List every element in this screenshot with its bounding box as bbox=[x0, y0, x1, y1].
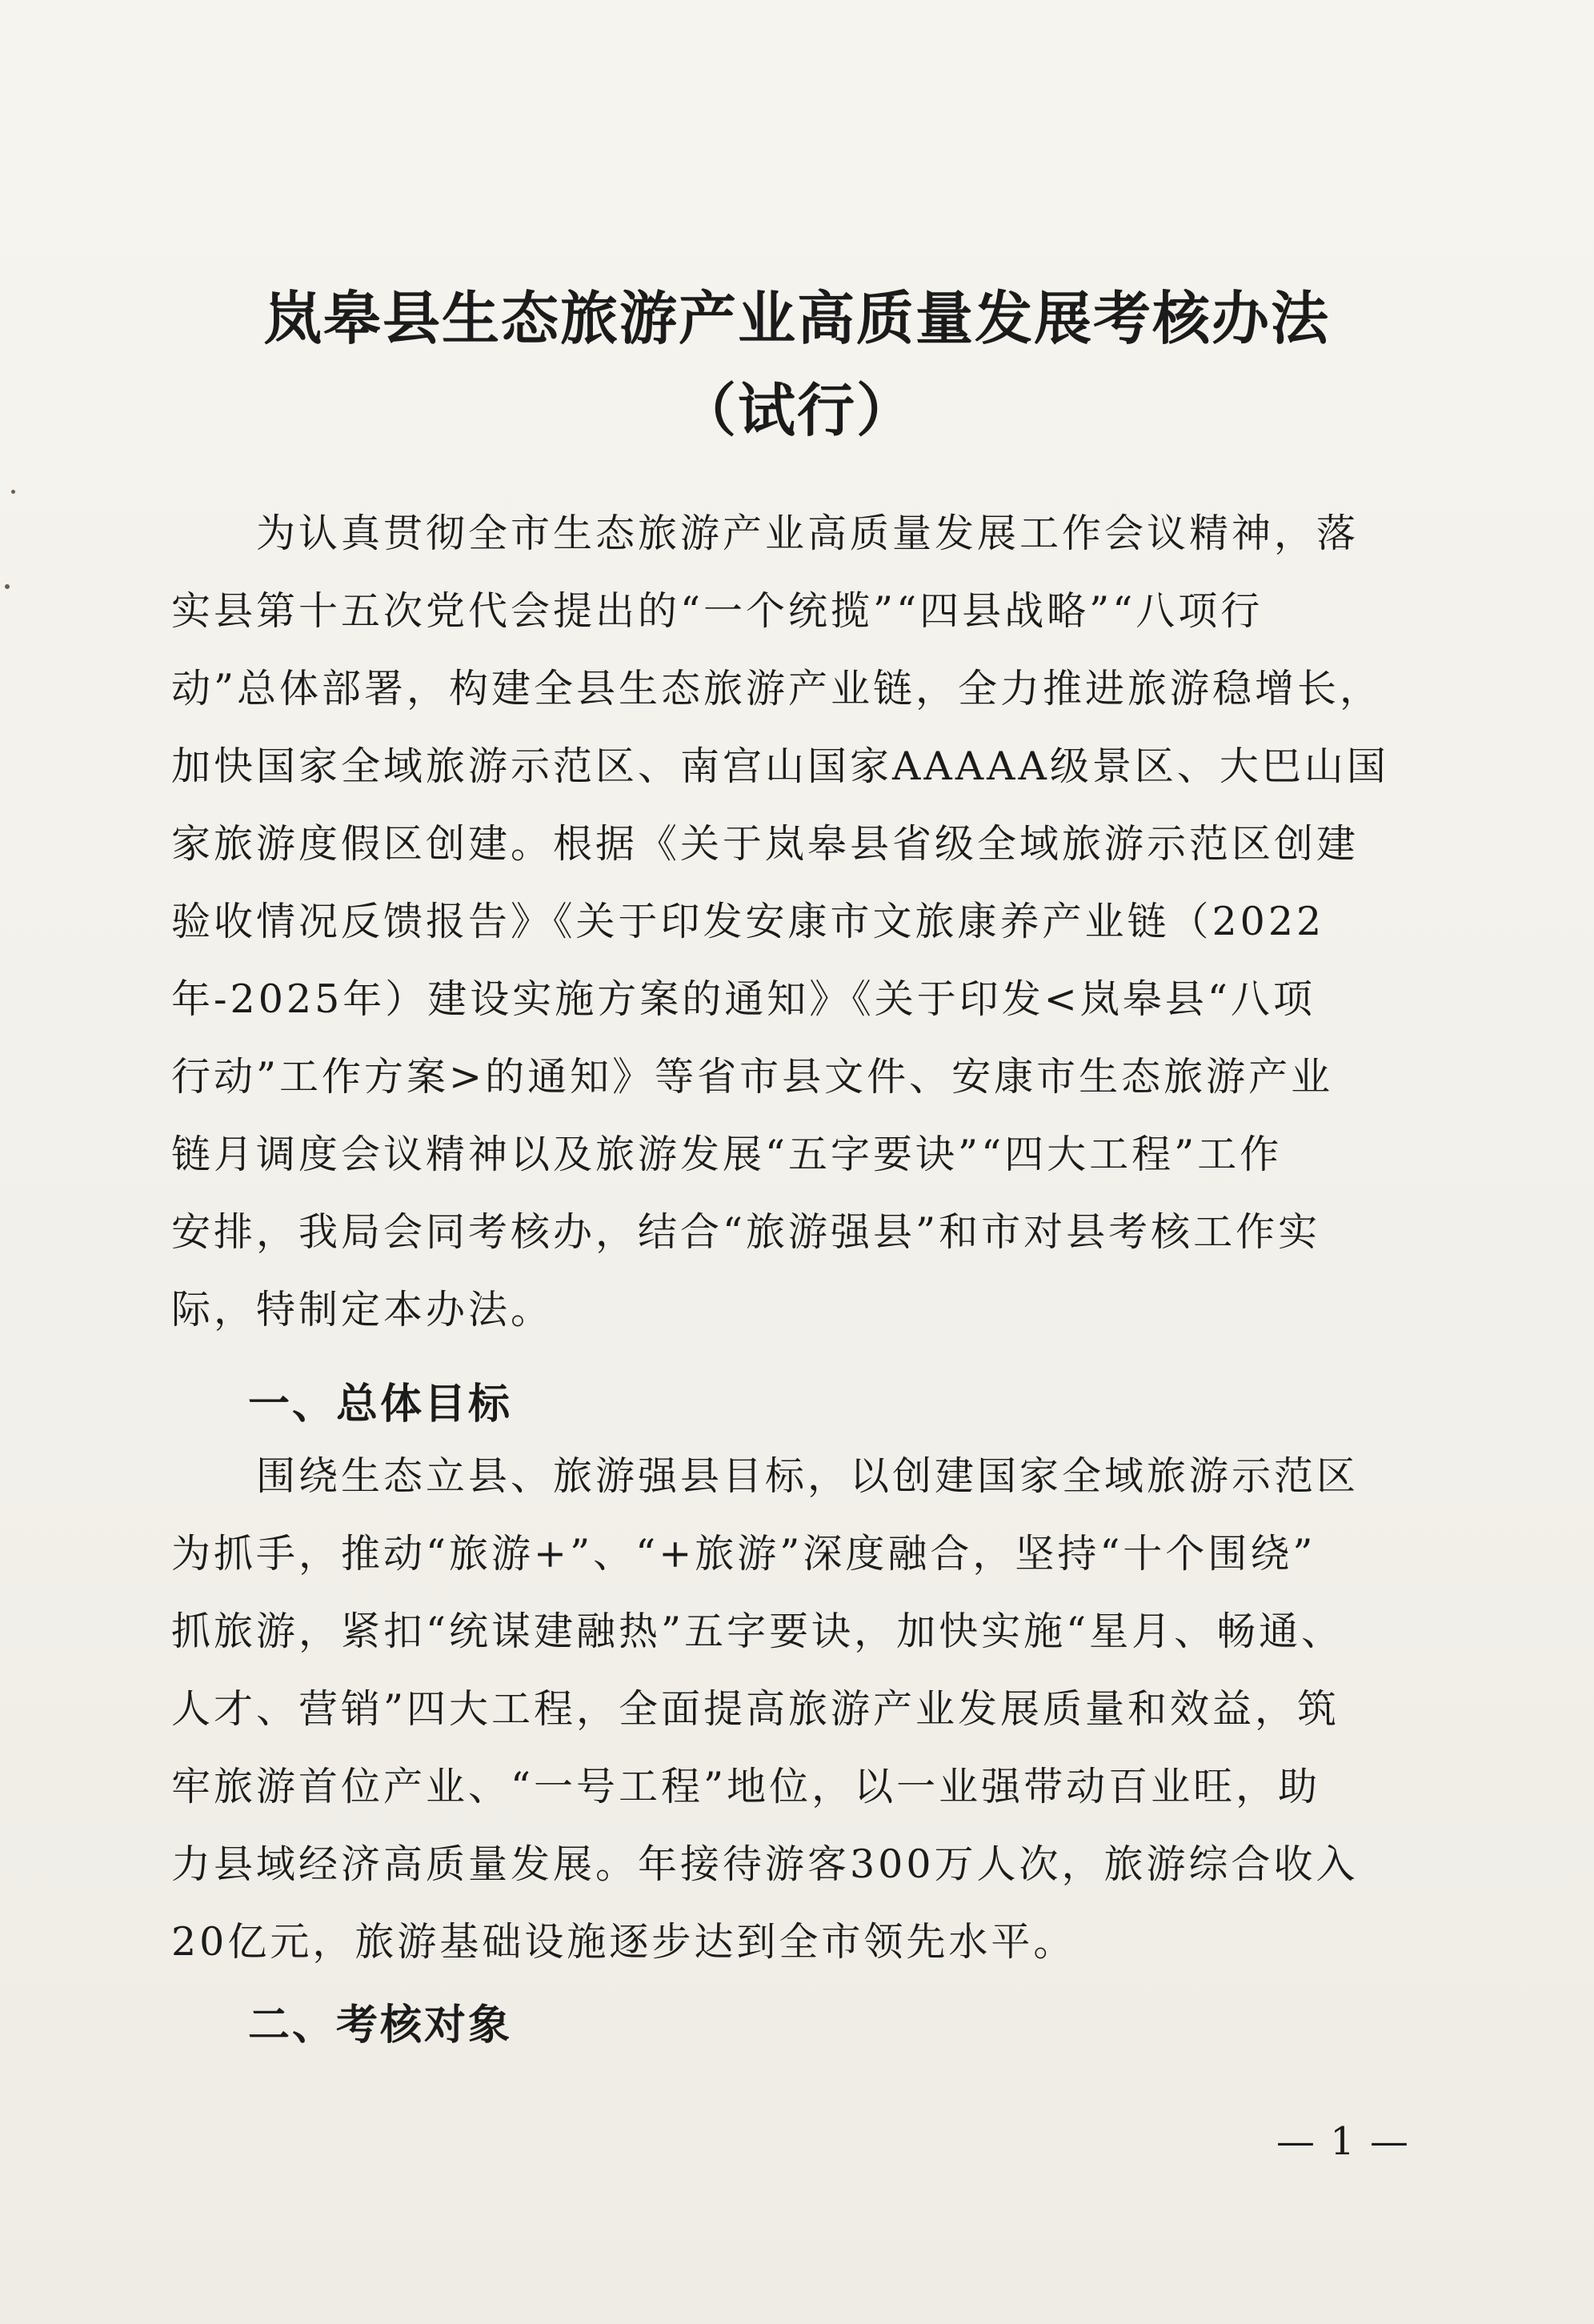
goals-line: 围绕生态立县、旅游强县目标，以创建国家全域旅游示范区 bbox=[171, 1453, 1360, 1499]
intro-line: 验收情况反馈报告》《关于印发安康市文旅康养产业链（2022 bbox=[171, 899, 1325, 944]
intro-paragraph bbox=[171, 495, 1420, 1348]
scan-speck bbox=[5, 584, 10, 589]
intro-line: 链月调度会议精神以及旅游发展“五字要诀”“四大工程”工作 bbox=[171, 1132, 1283, 1177]
page-number: — 1 — bbox=[1276, 2119, 1411, 2164]
intro-line: 实县第十五次党代会提出的“一个统揽”“四县战略”“八项行 bbox=[171, 588, 1264, 634]
section-heading-targets: 二、考核对象 bbox=[248, 2001, 513, 2050]
goals-line: 人才、营销”四大工程，全面提高旅游产业发展质量和效益，筑 bbox=[171, 1686, 1340, 1732]
goals-line: 抓旅游，紧扣“统谋建融热”五字要诀，加快实施“星月、畅通、 bbox=[171, 1609, 1344, 1654]
intro-line: 家旅游度假区创建。根据《关于岚皋县省级全域旅游示范区创建 bbox=[171, 821, 1360, 867]
intro-line: 安排，我局会同考核办，结合“旅游强县”和市对县考核工作实 bbox=[171, 1209, 1321, 1255]
intro-line: 加快国家全域旅游示范区、南宫山国家AAAAA级景区、大巴山国 bbox=[171, 743, 1389, 789]
goals-line: 为抓手，推动“旅游+”、“+旅游”深度融合，坚持“十个围绕” bbox=[171, 1531, 1316, 1577]
goals-line: 力县域经济高质量发展。年接待游客300万人次，旅游综合收入 bbox=[171, 1841, 1359, 1887]
intro-line: 动”总体部署，构建全县生态旅游产业链，全力推进旅游稳增长， bbox=[171, 666, 1383, 711]
scan-speck bbox=[11, 490, 15, 494]
goals-paragraph bbox=[171, 1437, 1420, 1981]
intro-line: 际，特制定本办法。 bbox=[171, 1287, 554, 1332]
document-title: 岚皋县生态旅游产业高质量发展考核办法 bbox=[263, 285, 1330, 352]
goals-line: 20亿元，旅游基础设施逐步达到全市领先水平。 bbox=[171, 1919, 1076, 1965]
section-heading-goals: 一、总体目标 bbox=[248, 1380, 513, 1428]
intro-line: 为认真贯彻全市生态旅游产业高质量发展工作会议精神，落 bbox=[171, 511, 1360, 556]
intro-line: 行动”工作方案>的通知》等省市县文件、安康市生态旅游产业 bbox=[171, 1054, 1334, 1100]
intro-line: 年-2025年）建设实施方案的通知》《关于印发<岚皋县“八项 bbox=[171, 976, 1316, 1022]
goals-line: 牢旅游首位产业、“一号工程”地位，以一业强带动百业旺，助 bbox=[171, 1764, 1321, 1809]
document-subtitle: （试行） bbox=[678, 377, 915, 444]
